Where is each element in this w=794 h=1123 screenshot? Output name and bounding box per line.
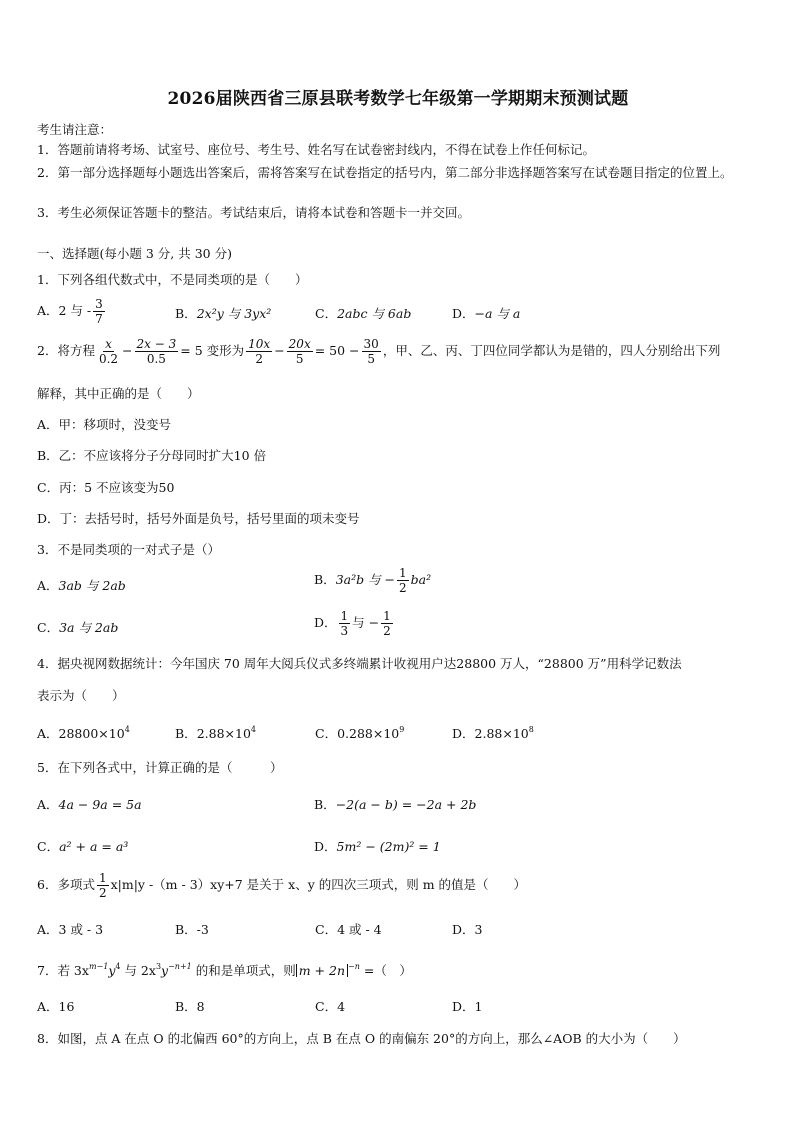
operator: − [274,343,285,358]
fraction-numerator: 30 [363,337,379,351]
fraction [362,338,381,365]
fraction-numerator: x [105,337,112,351]
question-4-stem-line2: 表示为（ ） [37,688,125,703]
q4-option-c[interactable] [315,725,404,741]
option-label: B． [314,572,336,587]
option-expression: 4a − 9a = 5a [58,797,142,812]
stem-text: =（ ） [359,963,412,978]
q1-option-d[interactable] [452,306,520,321]
option-label: C． [315,726,338,741]
option-expression: ba² [410,572,432,587]
option-expression: 0.288×10 [337,726,400,741]
exponent: m−1 [88,962,109,971]
q7-option-c[interactable]: C．4 [315,999,346,1014]
fraction-denominator: 5 [295,352,304,366]
absolute-value: m + 2n [296,964,348,977]
fraction-denominator: 2 [399,581,407,595]
q2-option-b[interactable]: B．乙：不应该将分子分母同时扩大10 倍 [37,448,267,463]
stem-text: = 50 − [314,343,360,358]
stem-text: x|m|y -（m - 3）xy+7 是关于 x、y 的四次三项式，则 m 的值是（ ） [110,877,527,892]
fraction-numerator: 1 [340,609,349,623]
option-label: C． [37,620,60,635]
option-expression: −2(a − b) = −2a + 2b [335,797,477,812]
fraction-numerator: 20x [288,337,311,351]
fraction [97,338,120,365]
q4-option-b[interactable] [175,725,256,741]
q1-option-b[interactable] [175,306,271,321]
stem-text: 与 2x [120,963,156,978]
option-label: D． [452,306,475,321]
operator: − [122,343,133,358]
q5-option-c[interactable] [37,839,128,854]
fraction [135,338,179,365]
q3-option-d[interactable] [314,610,395,637]
fraction-denominator: 5 [367,352,375,366]
fraction-numerator: 10x [248,337,271,351]
stem-text: ，甲、乙、丙、丁四位同学都认为是错的，四人分别给出下列 [382,343,721,358]
option-label: A． [37,303,59,318]
option-expression: 3a²b 与 − [335,572,396,587]
question-3-stem: 3．不是同类项的一对式子是（） [37,542,220,557]
question-8-stem: 8．如图，点 A 在点 O 的北偏西 60°的方向上，点 B 在点 O 的南偏东 20°的方向上，那么∠AOB 的大小为（ ） [37,1031,686,1046]
exponent: 4 [250,725,256,734]
fraction-denominator: 3 [340,624,349,638]
q3-option-b[interactable] [314,567,431,594]
stem-text: 6．多项式 [37,877,95,892]
question-6-stem [37,872,526,899]
page-title: 2026届陕西省三原县联考数学七年级第一学期期末预测试题 [167,89,629,109]
stem-text: = 5 变形为 [180,343,245,358]
fraction-numerator: 1 [98,871,107,885]
fraction-denominator: 0.2 [98,352,119,366]
option-label: C． [37,839,60,854]
fraction-numerator: 3 [95,297,103,311]
fraction-denominator: 0.5 [146,352,166,366]
option-text: 与 − [352,615,380,630]
q2-option-d[interactable]: D．丁：去括号时，括号外面是负号，括号里面的项未变号 [37,511,360,526]
q4-option-d[interactable] [452,725,534,741]
fraction [287,338,313,365]
notice-head: 考生请注意： [37,122,113,137]
option-label: D． [314,839,337,854]
option-expression: 28800×10 [58,726,125,741]
option-label: D． [314,615,337,630]
exponent: 8 [528,725,534,734]
q7-option-b[interactable]: B．8 [175,999,205,1014]
notice-item-3: 3．考生必须保证答题卡的整洁。考试结束后，请将本试卷和答题卡一并交回。 [37,205,470,220]
q2-option-a[interactable]: A．甲：移项时，没变号 [37,417,172,432]
fraction [339,610,351,637]
exponent: 9 [399,725,405,734]
option-expression: −a 与 a [474,306,521,321]
notice-item-2: 2．第一部分选择题每小题选出答案后，需将答案写在试卷指定的括号内，第二部分非选择题答案写在试卷题目指定的位置上。 [37,165,733,180]
q3-option-c[interactable] [37,620,118,635]
q1-option-c[interactable] [315,306,411,321]
option-expression: 2.88×10 [196,726,251,741]
question-2-stem [37,338,720,365]
option-label: C． [315,306,338,321]
fraction-denominator: 7 [95,312,103,326]
q1-option-a[interactable] [37,298,107,325]
option-expression: 2x²y 与 3yx² [196,306,272,321]
q6-option-c[interactable]: C．4 或 - 4 [315,922,382,937]
stem-text: y [161,963,169,978]
stem-text: y [108,963,116,978]
exponent: −n [348,962,360,971]
exponent: −n+1 [168,962,192,971]
stem-text: 的和是单项式，则 [191,963,296,978]
option-expression: 3a 与 2ab [59,620,119,635]
option-text: 2 与 - [58,303,92,318]
fraction [397,567,409,594]
fraction-numerator: 2x − 3 [136,337,177,351]
q6-option-b[interactable]: B．-3 [175,922,209,937]
exponent: 3 [155,962,162,971]
question-1-stem: 1．下列各组代数式中，不是同类项的是（ ） [37,272,308,287]
fraction [246,338,272,365]
question-4-stem: 4．据央视网数据统计：今年国庆 70 周年大阅兵仪式多终端累计收视用户达28800 万人，“28800 万”用科学记数法 [37,656,682,671]
question-2-stem-line2: 解释，其中正确的是（ ） [37,386,200,401]
option-label: B． [175,726,197,741]
exponent: 4 [124,725,130,734]
fraction-numerator: 1 [383,609,391,623]
q4-option-a[interactable] [37,725,130,741]
q2-option-c[interactable]: C．丙：5 不应该变为50 [37,480,175,495]
q7-option-a[interactable]: A．16 [37,999,75,1014]
q6-option-d[interactable]: D．3 [452,922,483,937]
question-5-stem: 5．在下列各式中，计算正确的是（ ） [37,760,283,775]
exam-page [37,0,759,1123]
option-expression: 3ab 与 2ab [58,578,126,593]
option-label: A． [37,797,59,812]
option-expression: 2.88×10 [474,726,529,741]
notice-item-1: 1．答题前请将考场、试室号、座位号、考生号、姓名写在试卷密封线内，不得在试卷上作任何标记。 [37,142,595,157]
q3-option-a[interactable] [37,578,126,593]
fraction-denominator: 2 [98,886,107,900]
stem-text: 7．若 3x [37,963,89,978]
q7-option-d[interactable]: D．1 [452,999,483,1014]
question-7-stem [37,962,412,978]
q5-option-d[interactable] [314,839,441,854]
fraction [93,298,105,325]
option-label: D． [452,726,475,741]
q5-option-b[interactable] [314,797,476,812]
section-heading: 一、选择题(每小题 3 分, 共 30 分) [37,246,232,261]
stem-text: 2．将方程 [37,343,95,358]
fraction-numerator: 1 [399,566,407,580]
option-expression: 2abc 与 6ab [337,306,412,321]
option-label: B． [175,306,197,321]
fraction-denominator: 2 [383,624,391,638]
option-label: B． [314,797,336,812]
option-expression: a² + a = a³ [59,839,129,854]
fraction [97,872,109,899]
option-label: A． [37,578,59,593]
option-label: A． [37,726,59,741]
fraction-denominator: 2 [255,352,263,366]
q6-option-a[interactable]: A．3 或 - 3 [37,922,104,937]
exponent: 4 [115,962,121,971]
option-expression: 5m² − (2m)² = 1 [336,839,441,854]
q5-option-a[interactable] [37,797,142,812]
fraction [381,610,393,637]
